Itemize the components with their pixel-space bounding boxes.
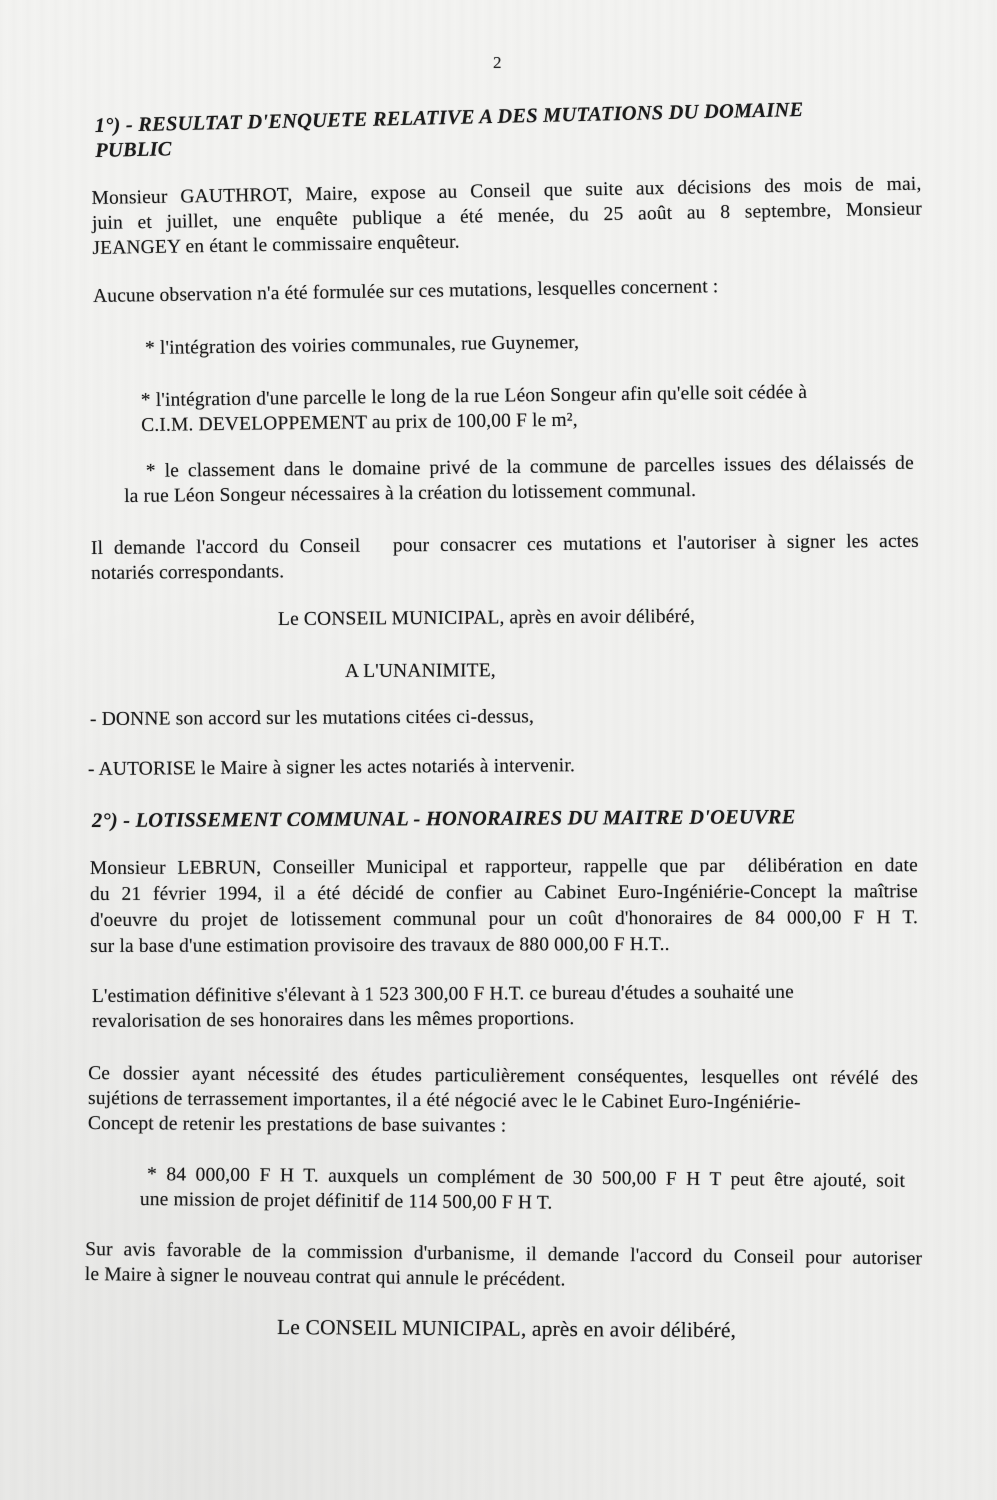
bullet-honoraires [140, 1162, 905, 1219]
text-line: Sur avis favorable de la commission d'urbanisme, il demande l'accord du Conseil pour autoriser [85, 1239, 923, 1270]
section-1-heading [94, 96, 875, 164]
text-line: juin et juillet, une enquête publique a été menée, du 25 août au 8 septembre, Monsieur [91, 198, 923, 234]
text-line: la rue Léon Songeur nécessaires à la création du lotissement communal. [124, 480, 697, 507]
text-line: A L'UNANIMITE, [344, 660, 496, 682]
text-line: sur la base d'une estimation provisoire des travaux de 880 000,00 F H.T.. [90, 933, 670, 957]
bullet-parcelle [141, 379, 867, 438]
heading-line: PUBLIC [95, 138, 172, 162]
text-line: Il demande l'accord du Conseil pour consacrer ces mutations et l'autoriser à signer les actes [90, 530, 919, 560]
text-line: Aucune observation n'a été formulée sur ces mutations, lesquelles concernent : [92, 276, 719, 307]
text-line: - DONNE son accord sur les mutations citées ci-dessus, [89, 706, 535, 730]
text-line: Monsieur GAUTHROT, Maire, expose au Conseil que suite aux décisions des mois de mai, [91, 173, 922, 210]
text-line: du 21 février 1994, il a été décidé de confier au Cabinet Euro-Ingéniérie-Concept la maîtrise [89, 881, 918, 905]
paragraph-gauthrot [91, 172, 922, 261]
deliberation-line [278, 604, 695, 632]
paragraph-avis-favorable [85, 1237, 923, 1296]
text-line: Monsieur LEBRUN, Conseiller Municipal et rapporteur, rappelle que par délibération en date [89, 855, 918, 880]
paragraph-lebrun [90, 853, 918, 960]
page-number: 2 [493, 53, 502, 72]
text-line: - AUTORISE le Maire à signer les actes notariés à intervenir. [87, 755, 576, 780]
paragraph-dossier [88, 1061, 918, 1141]
heading-line: 2°) - LOTISSEMENT COMMUNAL - HONORAIRES DU MAITRE D'OEUVRE [91, 806, 796, 832]
text-line: Concept de retenir les prestations de base suivantes : [87, 1112, 507, 1137]
text-line: * 84 000,00 F H T. auxquels un complément de 30 500,00 F H T peut être ajouté, soit [147, 1164, 906, 1192]
text-line: JEANGEY en étant le commissaire enquêteur. [92, 231, 460, 259]
section-2-heading [92, 805, 912, 834]
deliberation-line-2 [277, 1315, 736, 1343]
text-line: C.I.M. DEVELOPPEMENT au prix de 100,00 F le m², [141, 409, 578, 436]
paragraph-estimation [92, 979, 920, 1034]
text-line: Ce dossier ayant nécessité des études particulièrement conséquentes, lesquelles ont révélé des [88, 1063, 919, 1090]
text-line: * l'intégration des voiries communales, rue Guynemer, [144, 331, 580, 359]
text-line: Le CONSEIL MUNICIPAL, après en avoir délibéré, [276, 1315, 737, 1343]
text-line: Le CONSEIL MUNICIPAL, après en avoir délibéré, [277, 606, 696, 630]
resolution-donne [90, 704, 534, 732]
heading-line: 1°) - RESULTAT D'ENQUETE RELATIVE A DES MUTATIONS DU DOMAINE [94, 98, 804, 138]
text-line: notariés correspondants. [91, 561, 285, 584]
paragraph-demande-accord [91, 529, 919, 586]
text-line: * le classement dans le domaine privé de la commune de parcelles issues des délaissés de [145, 452, 914, 482]
text-line: L'estimation définitive s'élevant à 1 523 300,00 F H.T. ce bureau d'études a souhaité une [91, 981, 795, 1008]
bullet-classement [124, 451, 914, 509]
text-line: sujétions de terrassement importantes, il a été négocié avec le le Cabinet Euro-Ingéniérie- [87, 1088, 801, 1114]
text-line: revalorisation de ses honoraires dans les mêmes proportions. [92, 1008, 575, 1032]
resolution-autorise [88, 753, 575, 782]
text-line: * l'intégration d'une parcelle le long de la rue Léon Songeur afin qu'elle soit cédée à [140, 381, 808, 412]
text-line: d'oeuvre du projet de lotissement communal pour un coût d'honoraires de 84 000,00 F H T. [90, 907, 919, 931]
paragraph-observation [93, 271, 923, 309]
text-line: le Maire à signer le nouveau contrat qui annule le précédent. [84, 1263, 566, 1291]
unanimite-line [345, 658, 496, 684]
text-line: une mission de projet définitif de 114 500,00 F H T. [139, 1188, 553, 1214]
bullet-voiries [145, 325, 925, 361]
